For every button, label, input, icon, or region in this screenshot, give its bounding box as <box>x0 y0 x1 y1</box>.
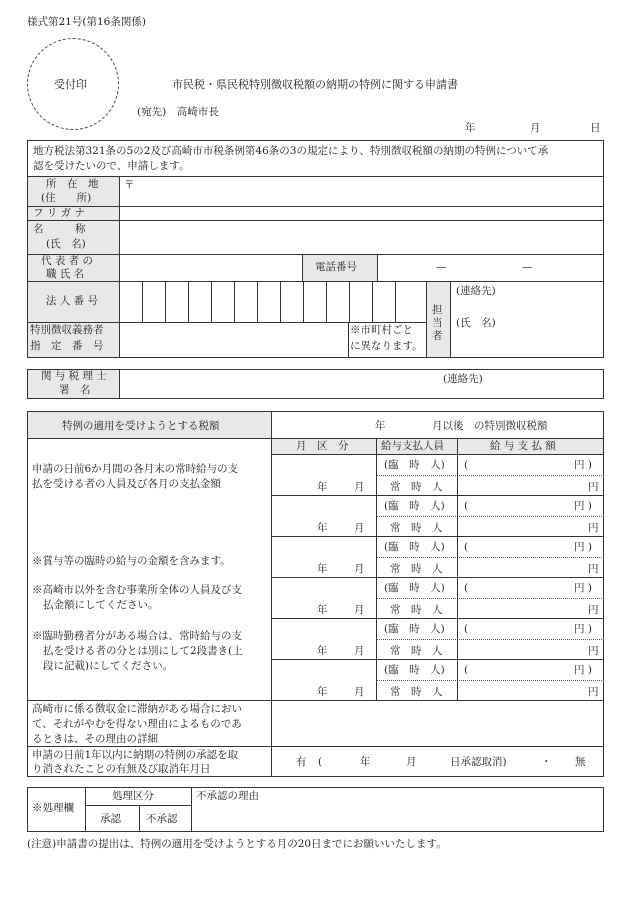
desc-line-1: 申請の日前6か月間の各月末の常時給与の支 <box>32 463 239 475</box>
regular-label: 常 時 人 <box>390 563 443 575</box>
phone-label: 電話番号 <box>315 261 357 273</box>
form-number: 様式第21号(第16条関係) <box>27 16 146 28</box>
contact-name-label: (氏 名) <box>456 317 496 329</box>
row-year: 年 <box>317 481 328 493</box>
revocation-year: 年 <box>360 756 371 768</box>
regular-yen: 円 <box>588 522 599 534</box>
temp-label: (臨 時 人) <box>384 582 445 594</box>
temp-paren: ( <box>464 623 469 635</box>
note-temp-2: 払を受ける者の分とは別にして2段書き(上 <box>43 645 243 657</box>
regular-yen: 円 <box>588 604 599 616</box>
tax-accountant-label-2: 署 名 <box>59 384 91 396</box>
obligor-label: 特別徴収義務者 <box>30 324 104 336</box>
regular-yen: 円 <box>588 481 599 493</box>
note-all-1: ※高崎市以外を含む事業所全体の人員及び支 <box>32 584 242 596</box>
temp-yen: 円 ) <box>574 541 592 553</box>
name-label-paren: (氏 名) <box>46 238 86 250</box>
note-bonus: ※賞与等の臨時の給与の金額を含みます。 <box>32 555 231 567</box>
temp-yen: 円 ) <box>574 500 592 512</box>
contact-label: (連絡先) <box>456 285 496 297</box>
municipality-note-2: に異なります。 <box>350 340 423 352</box>
stamp-label: 受付印 <box>54 78 87 91</box>
temp-yen: 円 ) <box>574 623 592 635</box>
corp-number-label: 法 人 番 号 <box>46 295 99 307</box>
regular-label: 常 時 人 <box>390 686 443 698</box>
statement-line-2: 認を受けたいので、申請します。 <box>33 160 190 172</box>
date-day: 日 <box>590 122 601 134</box>
regular-yen: 円 <box>588 645 599 657</box>
temp-paren: ( <box>464 500 469 512</box>
header-year: 年 <box>375 420 386 432</box>
processing-label: ※処理欄 <box>32 802 74 814</box>
row-month: 月 <box>354 481 365 493</box>
temp-yen: 円 ) <box>574 459 592 471</box>
tanto-char-3: 者 <box>432 330 443 342</box>
col-amount: 給 与 支 払 額 <box>490 440 556 452</box>
regular-label: 常 時 人 <box>390 522 443 534</box>
temp-paren: ( <box>464 582 469 594</box>
col-staff: 給与支払人員 <box>381 440 444 452</box>
regular-label: 常 時 人 <box>390 645 443 657</box>
note-all-2: 払金額にしてください。 <box>43 599 159 611</box>
tanto-char-2: 当 <box>432 317 443 329</box>
revocation-no: 無 <box>575 756 586 768</box>
municipality-note-1: ※市町村ごと <box>350 324 413 336</box>
name-label: 名 称 <box>33 223 86 235</box>
temp-label: (臨 時 人) <box>384 664 445 676</box>
addressee: (宛先) 高崎市長 <box>137 106 219 118</box>
temp-paren: ( <box>464 664 469 676</box>
row-year: 年 <box>317 563 328 575</box>
row-year: 年 <box>317 604 328 616</box>
row-month: 月 <box>354 645 365 657</box>
rep-label-2: 職 氏 名 <box>46 268 85 280</box>
header-month-rest: 月以後 の特別徴収税額 <box>432 420 548 432</box>
rep-label: 代 表 者 の <box>41 255 94 267</box>
row-year: 年 <box>317 645 328 657</box>
temp-paren: ( <box>464 459 469 471</box>
row-month: 月 <box>354 604 365 616</box>
col-month: 月 区 分 <box>296 440 349 452</box>
phone-dash-2: — <box>522 261 533 273</box>
phone-dash-1: — <box>436 261 447 273</box>
date-month: 月 <box>530 122 541 134</box>
obligor-label-2: 指 定 番 号 <box>30 340 104 352</box>
address-label-paren: (住 所) <box>41 192 92 204</box>
arrears-line-2: て、それがやむを得ない理由によるものであ <box>32 718 242 730</box>
processing-reason: 不承認の理由 <box>196 790 259 802</box>
revocation-paren: ( <box>318 756 323 768</box>
special-tax-header: 特例の適用を受けようとする税額 <box>62 420 220 432</box>
temp-label: (臨 時 人) <box>384 623 445 635</box>
processing-category: 処理区分 <box>112 790 154 802</box>
temp-yen: 円 ) <box>574 582 592 594</box>
row-month: 月 <box>354 686 365 698</box>
regular-yen: 円 <box>588 686 599 698</box>
regular-yen: 円 <box>588 563 599 575</box>
revocation-line-2: り消されたことの有無及び取消年月日 <box>32 763 211 775</box>
arrears-line-3: るときは、その理由の詳細 <box>32 733 158 745</box>
temp-paren: ( <box>464 541 469 553</box>
tax-accountant-contact: (連絡先) <box>443 373 483 385</box>
temp-yen: 円 ) <box>574 664 592 676</box>
revocation-day: 日承認取消) <box>450 756 507 768</box>
revocation-month: 月 <box>406 756 417 768</box>
statement-line-1: 地方税法第321条の5の2及び高崎市市税条例第46条の3の規定により、特別徴収税額の納期の特例について承 <box>33 145 549 157</box>
tax-accountant-label: 関 与 税 理 士 <box>41 370 107 382</box>
note-temp-3: 段に記載)にしてください。 <box>43 660 174 672</box>
tanto-char-1: 担 <box>432 304 443 316</box>
temp-label: (臨 時 人) <box>384 500 445 512</box>
processing-approved: 承認 <box>100 813 121 825</box>
temp-label: (臨 時 人) <box>384 541 445 553</box>
page-title: 市民税・県民税特別徴収税額の納期の特例に関する申請書 <box>172 78 458 91</box>
date-year: 年 <box>465 122 476 134</box>
regular-label: 常 時 人 <box>390 481 443 493</box>
row-month: 月 <box>354 563 365 575</box>
row-year: 年 <box>317 686 328 698</box>
processing-rejected: 不承認 <box>146 813 178 825</box>
revocation-line-1: 申請の日前1年以内に納期の特例の承認を取 <box>32 749 239 761</box>
regular-label: 常 時 人 <box>390 604 443 616</box>
row-year: 年 <box>317 522 328 534</box>
arrears-line-1: 高崎市に係る徴収金に滞納がある場合におい <box>32 703 242 715</box>
postal-mark: 〒 <box>124 179 135 191</box>
caution-note: (注意)申請書の提出は、特例の適用を受けようとする月の20日までにお願いいたします。 <box>27 838 447 850</box>
address-label: 所 在 地 <box>46 178 99 190</box>
temp-label: (臨 時 人) <box>384 459 445 471</box>
revocation-yes: 有 <box>296 756 307 768</box>
revocation-dot: ・ <box>541 756 552 768</box>
row-month: 月 <box>354 522 365 534</box>
desc-line-2: 払を受ける者の人員及び各月の支払金額 <box>32 478 221 490</box>
furigana-label: フ リ ガ ナ <box>33 207 86 219</box>
note-temp-1: ※臨時勤務者分がある場合は、常時給与の支 <box>32 630 242 642</box>
